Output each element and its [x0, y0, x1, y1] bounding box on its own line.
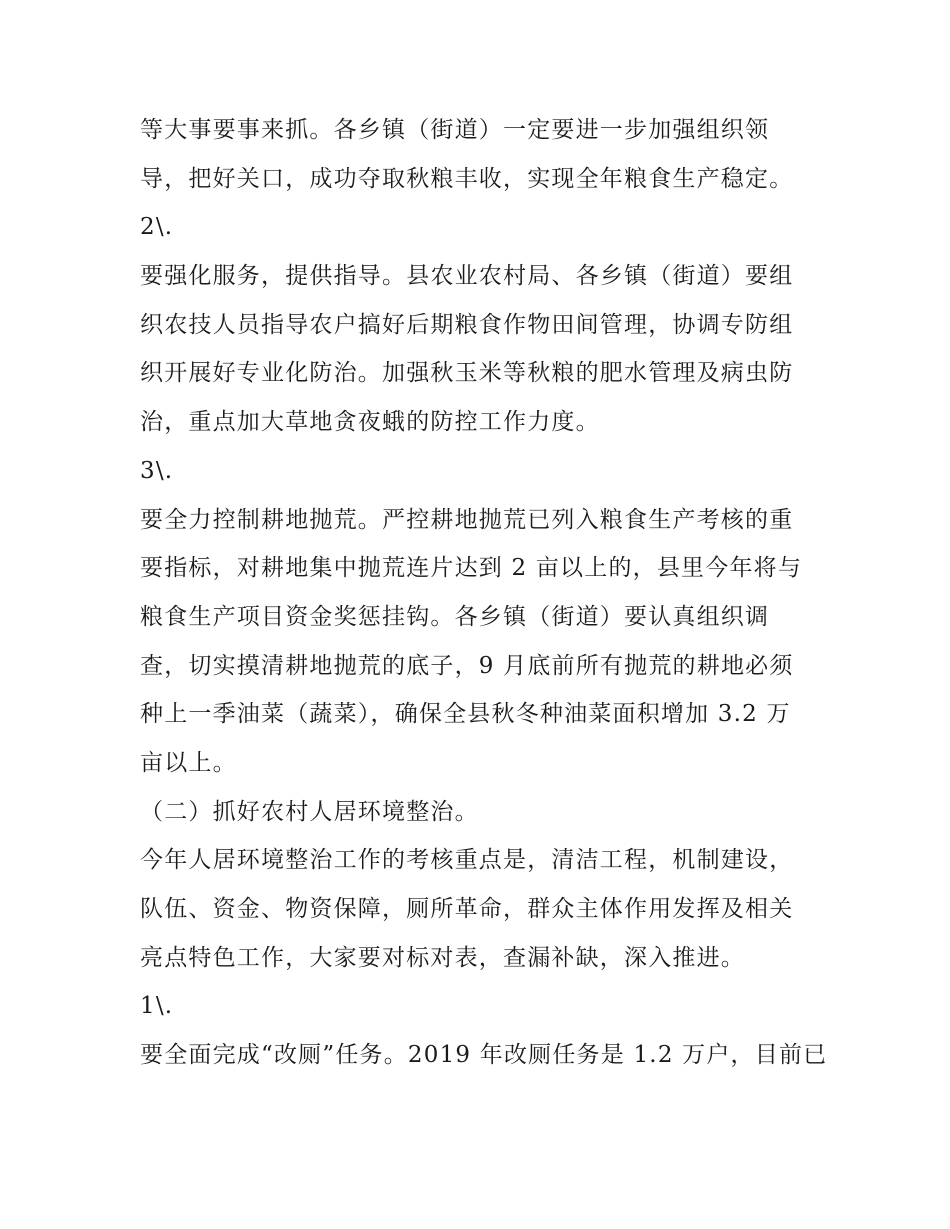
text-line: 织开展好专业化防治。加强秋玉米等秋粮的肥水管理及病虫防	[140, 360, 794, 387]
text-line: 治，重点加大草地贪夜蛾的防控工作力度。	[140, 409, 600, 436]
text-line: 等大事要事来抓。各乡镇（街道）一定要进一步加强组织领	[140, 117, 770, 143]
text-line: 今年人居环境整治工作的考核重点是，清洁工程，机制建设，	[140, 847, 794, 874]
text-line: 要全面完成“改厕”任务。2019 年改厕任务是 1.2 万户，目前已	[140, 1042, 828, 1069]
item-number: 2\.	[140, 214, 174, 241]
item-number: 3\.	[140, 457, 174, 484]
text-line: 织农技人员指导农户搞好后期粮食作物田间管理，协调专防组	[140, 311, 794, 338]
text-line: 亩以上。	[140, 749, 237, 776]
text-line: 种上一季油菜（蔬菜），确保全县秋冬种油菜面积增加 3.2 万	[140, 701, 791, 728]
text-line: 粮食生产项目资金奖惩挂钩。各乡镇（街道）要认真组织调	[140, 603, 770, 630]
text-line: 要指标，对耕地集中抛荒连片达到 2 亩以上的，县里今年将与	[140, 555, 803, 582]
text-line: 导，把好关口，成功夺取秋粮丰收，实现全年粮食生产稳定。	[140, 165, 794, 192]
text-line: 查，切实摸清耕地抛荒的底子，9 月底前所有抛荒的耕地必须	[140, 652, 794, 679]
section-heading: （二）抓好农村人居环境整治。	[140, 798, 479, 825]
text-line: 要全力控制耕地抛荒。严控耕地抛荒已列入粮食生产考核的重	[140, 506, 794, 533]
text-line: 亮点特色工作，大家要对标对表，查漏补缺，深入推进。	[140, 944, 745, 971]
document-body	[140, 106, 828, 1080]
text-line: 队伍、资金、物资保障，厕所革命，群众主体作用发挥及相关	[140, 896, 794, 922]
item-number: 1\.	[140, 993, 174, 1020]
text-line: 要强化服务，提供指导。县农业农村局、各乡镇（街道）要组	[140, 263, 794, 290]
